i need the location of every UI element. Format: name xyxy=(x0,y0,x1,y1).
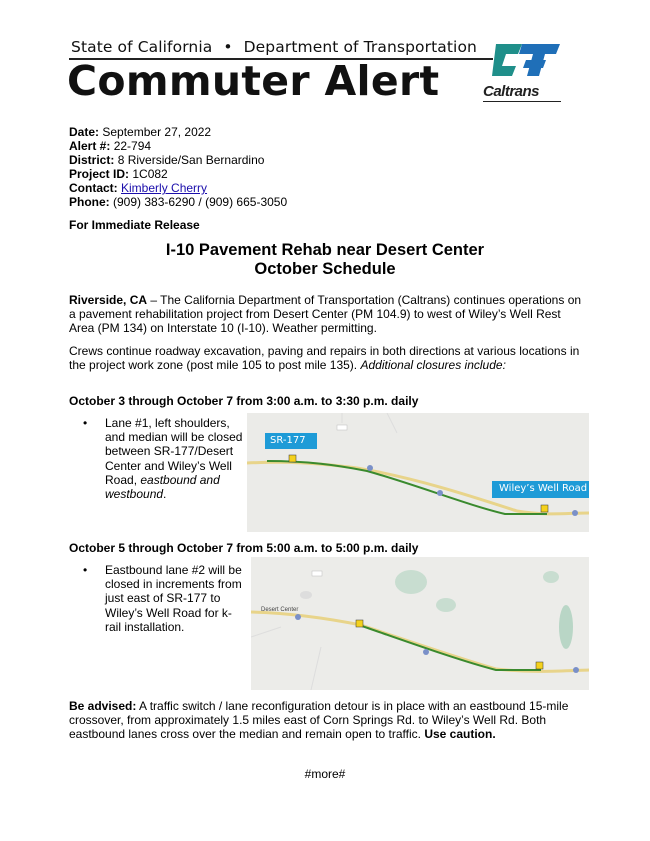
schedule1-bullet: • Lane #1, left shoulders, and median will be closed between SR-177/Desert Center and Wiley’s Well Road, eastbound and westbound. xyxy=(83,416,243,502)
more-marker: #more# xyxy=(304,767,346,781)
org-department: Department of Transportation xyxy=(243,38,477,56)
meta-date: Date: September 27, 2022 xyxy=(69,125,212,139)
crews-italic: Additional closures include: xyxy=(360,358,506,373)
bullet-dot-icon: • xyxy=(83,563,88,577)
caltrans-logo-wordmark: Caltrans xyxy=(483,83,540,100)
headline-line2: October Schedule xyxy=(254,260,396,278)
advisory-text: A traffic switch / lane reconfiguration detour is in place with an eastbound 15-mile crossover, from approximately 1.5 miles east of Corn Springs Rd. to Wiley’s Well Rd. Both eastbound lanes cross over the median and remain open to traffic. xyxy=(69,699,569,742)
advisory-paragraph xyxy=(69,699,584,742)
map1-label-sr177: SR-177 xyxy=(270,435,306,446)
map-schedule1 xyxy=(247,413,589,532)
schedule2-bullet: • Eastbound lane #2 will be closed in increments from just east of SR-177 to Wiley’s Well Road for k-rail installation. xyxy=(83,563,242,634)
intro-paragraph xyxy=(69,293,584,336)
crews-text: Crews continue roadway excavation, paving and repairs in both directions at various locations in the project work zone (post mile 105 to post mile 135). xyxy=(69,344,580,373)
map2-graphic xyxy=(251,557,589,690)
page-title: Commuter Alert xyxy=(67,57,440,105)
meta-phone: Phone: (909) 383-6290 / (909) 665-3050 xyxy=(69,195,288,209)
meta-alert: Alert #: 22-794 xyxy=(69,139,152,153)
map-schedule2 xyxy=(251,557,589,690)
advisory-emphasis: Use caution. xyxy=(424,727,496,742)
headline xyxy=(69,241,581,279)
org-separator: • xyxy=(223,38,233,56)
schedule2-heading: October 5 through October 7 from 5:00 a.m. to 5:00 p.m. daily xyxy=(69,541,419,555)
logo-underline xyxy=(483,101,561,102)
map1-graphic xyxy=(247,413,589,532)
map2-label-desert-center: Desert Center xyxy=(261,607,299,613)
org-state: State of California xyxy=(71,38,213,56)
meta-contact: Contact: Kimberly Cherry xyxy=(69,181,208,195)
alert-meta xyxy=(69,125,287,209)
meta-project: Project ID: 1C082 xyxy=(69,167,168,181)
schedule1-heading: October 3 through October 7 from 3:00 a.m. to 3:30 p.m. daily xyxy=(69,394,419,408)
bullet-dot-icon: • xyxy=(83,416,88,430)
headline-line1: I-10 Pavement Rehab near Desert Center xyxy=(165,241,485,259)
contact-link[interactable]: Kimberly Cherry xyxy=(121,181,208,195)
meta-district: District: 8 Riverside/San Bernardino xyxy=(69,153,265,167)
header-organization xyxy=(71,38,477,56)
map1-label-wileys-well: Wiley’s Well Road xyxy=(499,483,588,494)
crews-paragraph xyxy=(69,344,584,372)
advisory-label: Be advised: xyxy=(69,699,137,713)
intro-text: – The California Department of Transportation (Caltrans) continues operations on a pavement rehabilitation project from Desert Center (PM 104.9) to west of Wiley’s Well Rest Area (PM 134) on Interstate 10 (I-10). Weather permitting. xyxy=(69,293,582,336)
intro-place: Riverside, CA xyxy=(69,293,148,307)
release-note: For Immediate Release xyxy=(69,218,200,232)
